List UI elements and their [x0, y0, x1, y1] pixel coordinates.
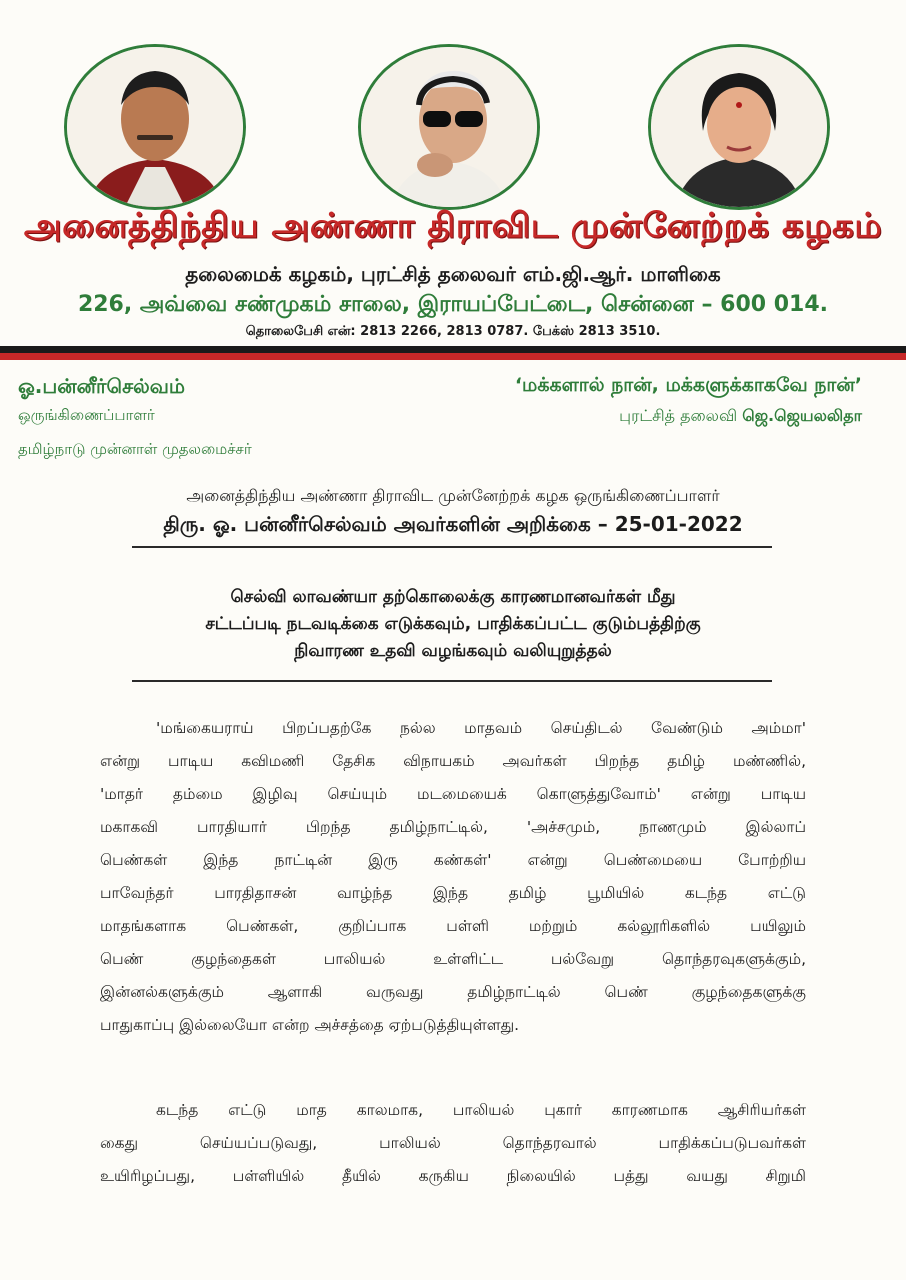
leader-former-role: தமிழ்நாடு முன்னாள் முதலமைச்சர் — [18, 440, 252, 458]
portrait-center — [358, 44, 540, 210]
divider — [132, 546, 772, 548]
statement-title: திரு. ஓ. பன்னீர்செல்வம் அவர்களின் அறிக்கை – 25-01-2022 — [163, 512, 743, 536]
paragraph-line: மாதங்களாக பெண்கள், குறிப்பாக பள்ளி மற்றும் கல்லூரிகளில் பயிலும் — [100, 917, 806, 935]
quote-text: ‘மக்களால் நான், மக்களுக்காகவே நான்’ — [514, 374, 862, 396]
quote-attribution-prefix: புரட்சித் தலைவி — [619, 406, 738, 425]
header-band-red — [0, 353, 906, 360]
paragraph-line: கைது செய்யப்படுவது, பாலியல் தொந்தரவால் பாதிக்கப்படுபவர்கள் — [100, 1134, 806, 1152]
paragraph-line: 'மாதர் தம்மை இழிவு செய்யும் மடமையைக் கொளுத்துவோம்' என்று பாடிய — [100, 785, 806, 803]
paragraph-line: பெண்கள் இந்த நாட்டின் இரு கண்கள்' என்று பெண்மையை போற்றிய — [100, 851, 806, 869]
paragraph-line: மகாகவி பாரதியார் பிறந்த தமிழ்நாட்டில், 'அச்சமும், நாணமும் இல்லாப் — [100, 818, 806, 836]
portrait-left — [64, 44, 246, 210]
paragraph-line: பாதுகாப்பு இல்லையோ என்ற அச்சத்தை ஏற்படுத்தியுள்ளது. — [100, 1016, 520, 1034]
subject-line: செல்வி லாவண்யா தற்கொலைக்கு காரணமானவர்கள் மீது — [230, 587, 676, 607]
subject-block — [100, 584, 806, 665]
subject-line: நிவாரண உதவி வழங்கவும் வலியுறுத்தல் — [294, 641, 612, 661]
paragraph — [100, 1094, 806, 1193]
paragraph-line: உயிரிழப்பது, பள்ளியில் தீயில் கருகிய நிலையில் பத்து வயது சிறுமி — [100, 1167, 806, 1185]
quote-attribution — [619, 406, 862, 427]
paragraph-line: என்று பாடிய கவிமணி தேசிக விநாயகம் அவர்கள் பிறந்த தமிழ் மண்ணில், — [100, 752, 806, 770]
headquarters-line: தலைமைக் கழகம், புரட்சித் தலைவர் எம்.ஜி.ஆர். மாளிகை — [185, 262, 721, 286]
leader-role: ஒருங்கிணைப்பாளர் — [18, 406, 155, 424]
subject-line: சட்டப்படி நடவடிக்கை எடுக்கவும், பாதிக்கப்பட்ட குடும்பத்திற்கு — [205, 614, 701, 634]
paragraph-line: பெண் குழந்தைகள் பாலியல் உள்ளிட்ட பல்வேறு தொந்தரவுகளுக்கும், — [100, 950, 806, 968]
paragraph-line: இன்னல்களுக்கும் ஆளாகி வருவது தமிழ்நாட்டில் பெண் குழந்தைகளுக்கு — [100, 983, 806, 1001]
portrait-right — [648, 44, 830, 210]
paragraph — [100, 712, 806, 1042]
paragraph-line: பாவேந்தர் பாரதிதாசன் வாழ்ந்த இந்த தமிழ் பூமியில் கடந்த எட்டு — [100, 884, 806, 902]
party-name: அனைத்திந்திய அண்ணா திராவிட முன்னேற்றக் கழகம் — [23, 206, 883, 246]
leader-name: ஓ.பன்னீர்செல்வம் — [18, 374, 185, 398]
phone-line: தொலைபேசி என்: 2813 2266, 2813 0787. பேக்ஸ் 2813 3510. — [245, 324, 661, 339]
statement-org-line: அனைத்திந்திய அண்ணா திராவிட முன்னேற்றக் கழக ஒருங்கிணைப்பாளர் — [186, 486, 720, 505]
header-band-black — [0, 346, 906, 353]
paragraph-line: 'மங்கையராய் பிறப்பதற்கே நல்ல மாதவம் செய்திடல் வேண்டும் அம்மா' — [156, 719, 806, 737]
paragraph-line: கடந்த எட்டு மாத காலமாக, பாலியல் புகார் காரணமாக ஆசிரியர்கள் — [156, 1101, 806, 1119]
quote-attribution-name: ஜெ.ஜெயலலிதா — [742, 406, 862, 425]
address-line: 226, அவ்வை சண்முகம் சாலை, இராயப்பேட்டை, சென்னை – 600 014. — [77, 292, 829, 317]
divider — [132, 680, 772, 682]
